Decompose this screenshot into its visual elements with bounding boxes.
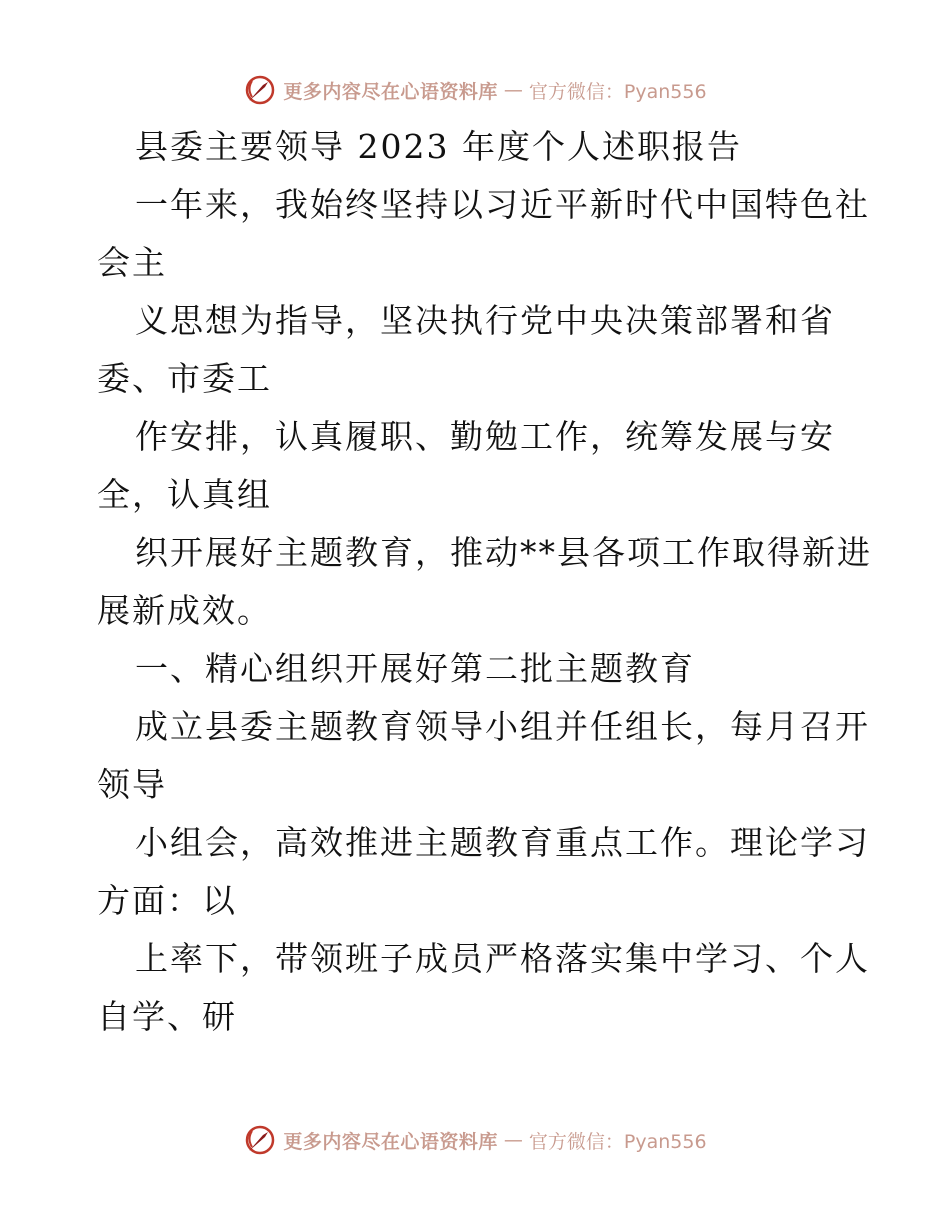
paragraph-line: 委、市委工 (97, 359, 272, 398)
paragraph-line: 作安排，认真履职、勤勉工作，统筹发展与安 (135, 417, 835, 456)
paragraph-line: 全，认真组 (97, 475, 272, 514)
watermark-separator: — (503, 79, 523, 101)
paragraph-line: 一年来，我始终坚持以习近平新时代中国特色社 (135, 185, 870, 224)
watermark-wechat: 官方微信：Pyan556 (528, 1130, 707, 1153)
footer-watermark (0, 1120, 950, 1160)
watermark-wechat: 官方微信：Pyan556 (528, 80, 707, 103)
pen-logo-icon (243, 1123, 277, 1157)
paragraph-line: 义思想为指导，坚决执行党中央决策部署和省 (135, 301, 835, 340)
paragraph-line: 自学、研 (97, 997, 237, 1036)
watermark-brand: 更多内容尽在心语资料库 (283, 1130, 498, 1153)
paragraph-line: 展新成效。 (97, 591, 272, 630)
paragraph-line: 小组会，高效推进主题教育重点工作。理论学习 (135, 823, 870, 862)
paragraph-line: 上率下，带领班子成员严格落实集中学习、个人 (135, 939, 870, 978)
header-watermark (0, 70, 950, 110)
paragraph-line: 织开展好主题教育，推动**县各项工作取得新进 (135, 533, 872, 572)
paragraph-line: 方面：以 (97, 881, 237, 920)
watermark-brand: 更多内容尽在心语资料库 (283, 80, 498, 103)
watermark-separator: — (503, 1129, 523, 1151)
paragraph-line: 会主 (97, 243, 167, 282)
document-title: 县委主要领导 2023 年度个人述职报告 (135, 127, 742, 166)
pen-logo-icon (243, 73, 277, 107)
section-heading: 一、精心组织开展好第二批主题教育 (135, 649, 695, 688)
paragraph-line: 成立县委主题教育领导小组并任组长，每月召开 (135, 707, 870, 746)
document-body (97, 118, 872, 1046)
paragraph-line: 领导 (97, 765, 167, 804)
